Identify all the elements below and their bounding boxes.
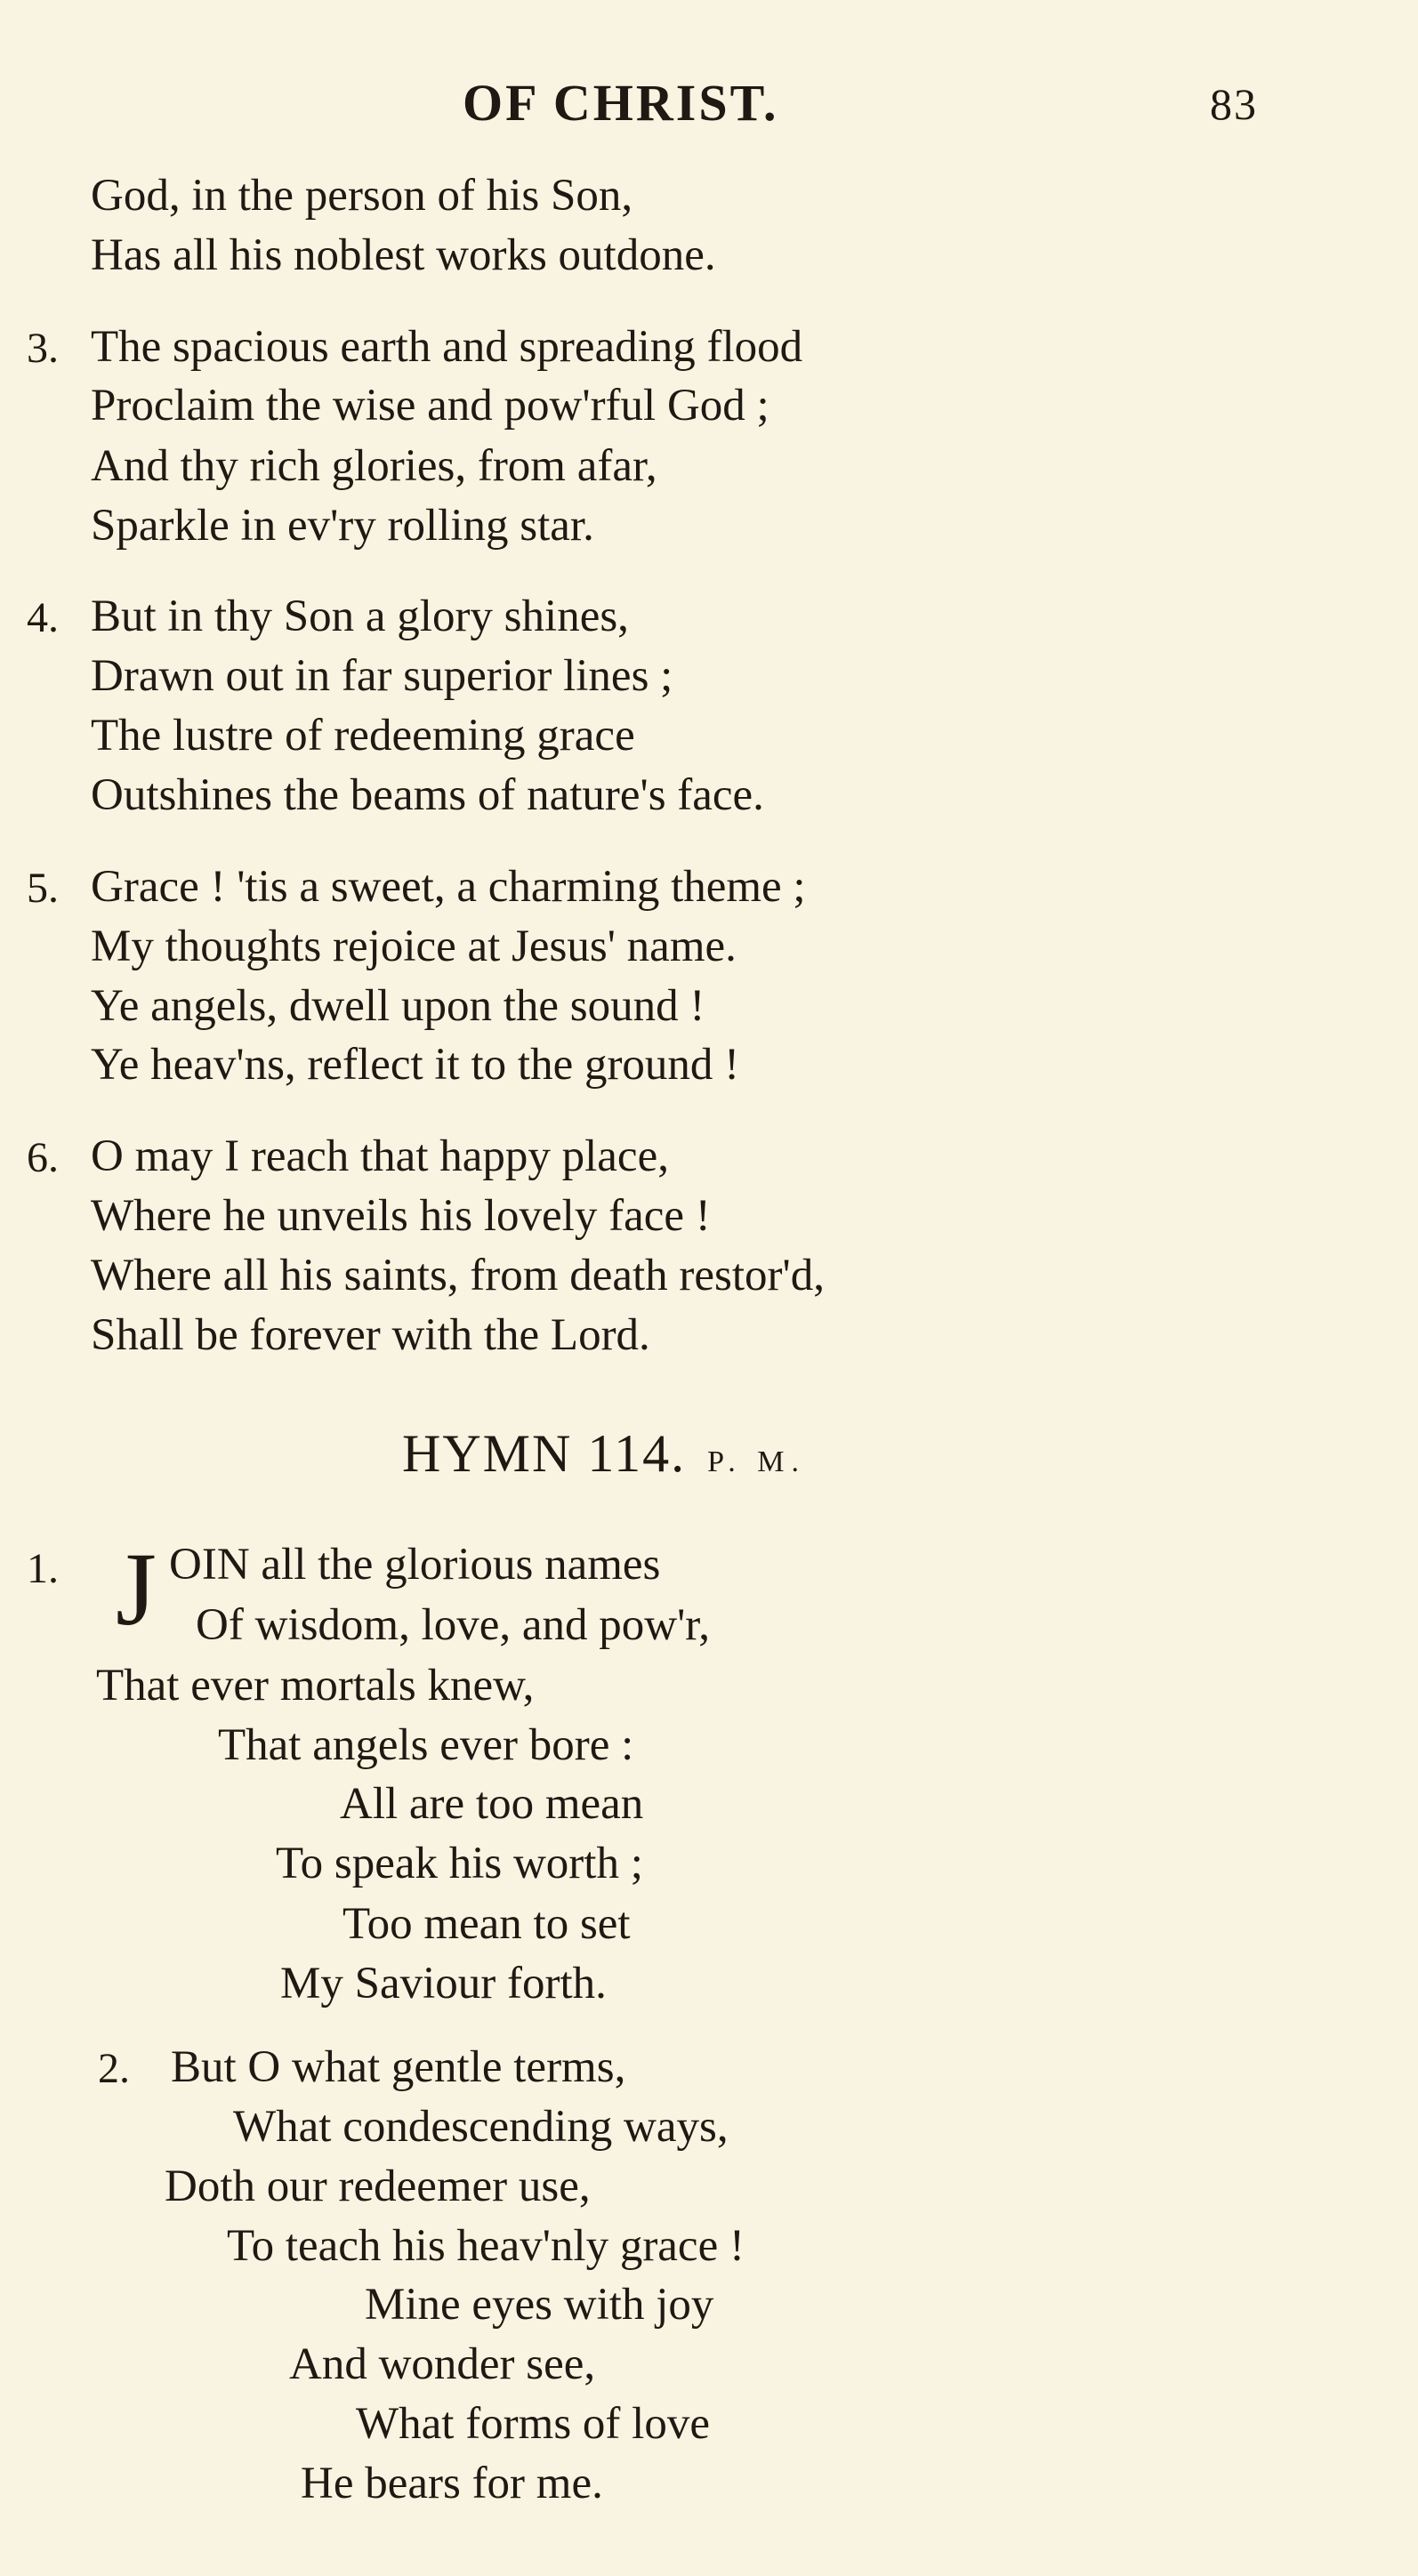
verse-line: That ever mortals knew, (96, 1661, 535, 1711)
running-title: OF CHRIST. (463, 74, 779, 132)
stanza-number: 3. (27, 325, 59, 372)
verse-line: He bears for me. (301, 2459, 603, 2508)
verse-line: OIN all the glorious names (169, 1540, 661, 1590)
verse-line: To speak his worth ; (276, 1839, 643, 1888)
verse-line: Grace ! 'tis a sweet, a charming theme ; (91, 862, 806, 912)
verse-line: Doth our redeemer use, (165, 2161, 591, 2211)
verse-line: Drawn out in far superior lines ; (91, 651, 673, 701)
page-number: 83 (1210, 79, 1258, 129)
verse-line: But O what gentle terms, (171, 2042, 626, 2092)
verse-line: O may I reach that happy place, (91, 1131, 669, 1181)
stanza-number: 5. (27, 865, 59, 912)
stanza-number: 1. (27, 1545, 59, 1592)
verse-line: Shall be forever with the Lord. (91, 1310, 650, 1360)
hymn-title: HYMN 114. (402, 1424, 687, 1483)
verse-line: To teach his heav'nly grace ! (227, 2221, 745, 2271)
verse-line: Proclaim the wise and pow'rful God ; (91, 381, 769, 431)
stanza-number: 2. (98, 2045, 130, 2092)
hymn-heading (402, 1423, 806, 1485)
verse-line: Has all his noblest works outdone. (91, 230, 716, 280)
verse-line: God, in the person of his Son, (91, 171, 633, 221)
verse-line: Outshines the beams of nature's face. (91, 770, 764, 820)
verse-line: Of wisdom, love, and pow'r, (196, 1600, 710, 1650)
verse-line: My thoughts rejoice at Jesus' name. (91, 922, 737, 971)
verse-line: Sparkle in ev'ry rolling star. (91, 501, 594, 551)
verse-line: My Saviour forth. (280, 1959, 607, 2008)
stanza-number: 6. (27, 1134, 59, 1181)
stanza-number: 4. (27, 594, 59, 641)
verse-line: Mine eyes with joy (365, 2280, 714, 2330)
verse-line: Too mean to set (342, 1899, 631, 1949)
verse-line: But in thy Son a glory shines, (91, 592, 629, 641)
verse-line: What forms of love (356, 2399, 710, 2449)
drop-cap: J (116, 1531, 157, 1647)
verse-line: The lustre of redeeming grace (91, 711, 635, 761)
verse-line: Ye heav'ns, reflect it to the ground ! (91, 1040, 740, 1090)
verse-line: Where he unveils his lovely face ! (91, 1191, 711, 1241)
verse-line: And wonder see, (289, 2339, 596, 2389)
verse-line: And thy rich glories, from afar, (91, 441, 657, 491)
verse-line: What condescending ways, (233, 2102, 729, 2152)
verse-line: That angels ever bore : (218, 1720, 634, 1770)
verse-line: All are too mean (340, 1779, 644, 1829)
verse-line: Ye angels, dwell upon the sound ! (91, 981, 705, 1031)
verse-line: Where all his saints, from death restor'd, (91, 1251, 825, 1300)
verse-line: The spacious earth and spreading flood (91, 322, 803, 372)
hymn-meter: P. M. (707, 1445, 806, 1478)
